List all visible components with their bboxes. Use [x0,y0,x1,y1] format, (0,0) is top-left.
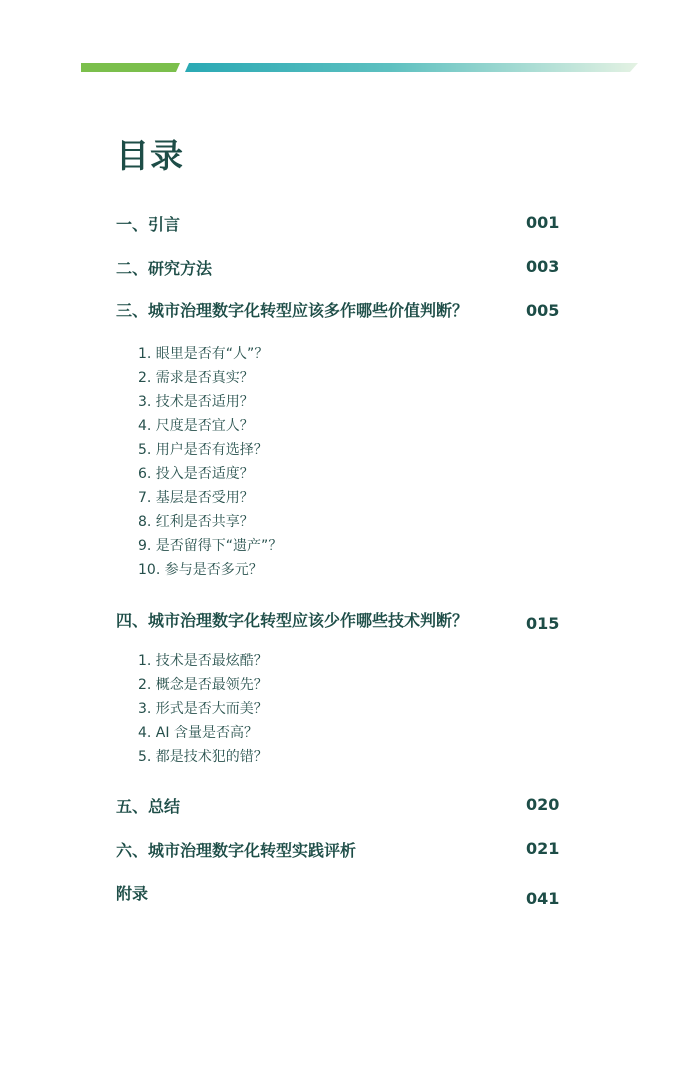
toc-subitem[interactable]: 1. 技术是否最炫酷？ [138,653,268,669]
bar-green-segment [81,63,180,72]
toc-subitem[interactable]: 6. 投入是否适度？ [138,466,254,482]
toc-subitem[interactable]: 2. 需求是否真实？ [138,370,254,386]
toc-entry-page: 003 [526,257,560,276]
toc-subitem[interactable]: 3. 形式是否大而美？ [138,701,268,717]
toc-subitem[interactable]: 4. AI 含量是否高？ [138,725,258,741]
toc-entry-page: 021 [526,839,560,858]
toc-subitem[interactable]: 5. 都是技术犯的错？ [138,749,268,765]
toc-entry-label: 附录 [116,884,149,903]
toc-entry-page: 041 [526,889,560,908]
toc-entry-label: 六、城市治理数字化转型实践评析 [116,841,357,860]
toc-entry-label: 三、城市治理数字化转型应该多作哪些价值判断？ [116,301,469,320]
toc-subitem[interactable]: 5. 用户是否有选择？ [138,442,268,458]
toc-subitem[interactable]: 3. 技术是否适用？ [138,394,254,410]
toc-entry-page: 001 [526,213,560,232]
toc-subitem[interactable]: 1. 眼里是否有“人”？ [138,346,269,362]
toc-subitem[interactable]: 8. 红利是否共享？ [138,514,254,530]
toc-subitem[interactable]: 10. 参与是否多元？ [138,562,263,578]
toc-entry-label: 一、引言 [116,215,181,234]
toc-subitem[interactable]: 7. 基层是否受用？ [138,490,254,506]
toc-subitem[interactable]: 2. 概念是否最领先？ [138,677,268,693]
toc-entry-label: 二、研究方法 [116,259,213,278]
toc-entry-page: 020 [526,795,560,814]
toc-entry-label: 五、总结 [116,797,181,816]
toc-entry-label: 四、城市治理数字化转型应该少作哪些技术判断？ [116,611,469,630]
toc-entry-page: 005 [526,301,560,320]
header-decorative-bar [0,63,680,72]
bar-gradient-segment [185,63,638,72]
toc-subitem[interactable]: 4. 尺度是否宜人？ [138,418,254,434]
toc-subitem[interactable]: 9. 是否留得下“遗产”？ [138,538,283,554]
page-title: 目录 [116,136,184,175]
toc-entry-page: 015 [526,614,560,633]
